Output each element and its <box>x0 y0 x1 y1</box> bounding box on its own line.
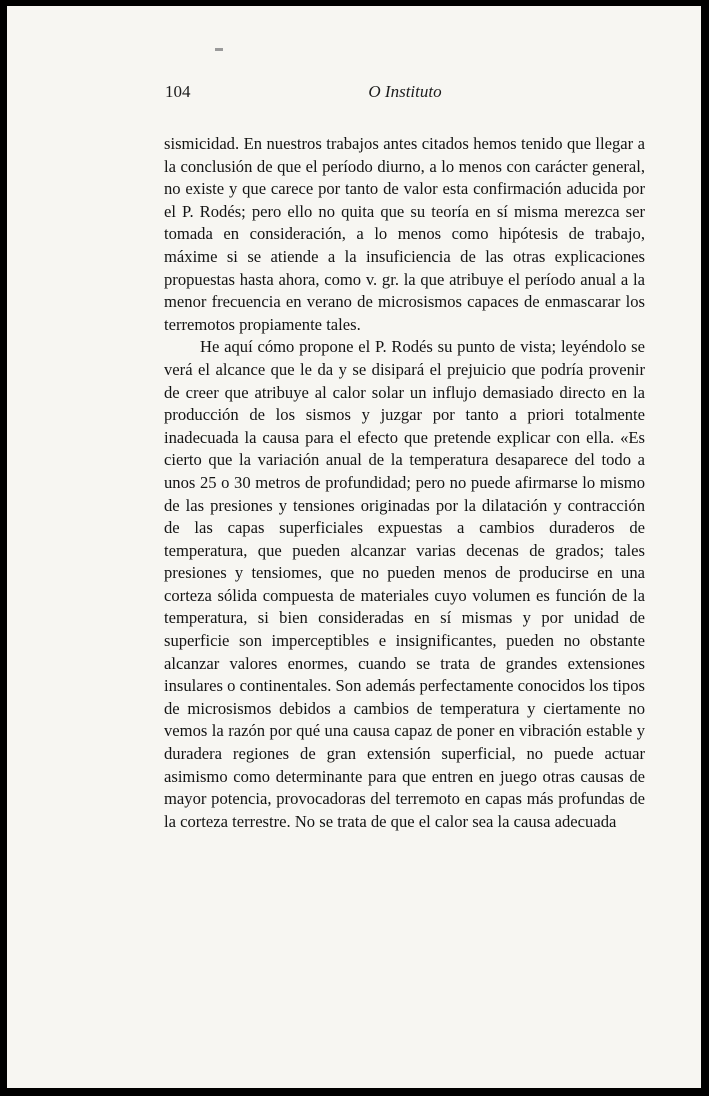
paragraph: sismicidad. En nuestros trabajos antes citados hemos tenido que llegar a la conclusión de que el período diurno, a lo menos con carácter general, no existe y que carece por tanto de valor esta confirmación aducida por el P. Rodés; pero ello no quita que su teoría en sí misma merezca ser tomada en consideración, a lo menos como hipótesis de trabajo, máxime si se atiende a la insuficiencia de las otras explicaciones propuestas hasta ahora, como v. gr. la que atribuye el período anual a la menor frecuencia en verano de microsismos capaces de enmascarar los terremotos propiamente tales. <box>164 134 645 334</box>
page-number: 104 <box>165 82 191 101</box>
page-header <box>165 82 645 106</box>
book-page <box>7 6 701 1088</box>
paragraph: He aquí cómo propone el P. Rodés su punto de vista; leyéndolo se verá el alcance que le da y se disipará el prejuicio que podría provenir de creer que atribuye al calor solar un influjo demasiado directo en la producción de los sismos y juzgar por tanto a priori totalmente inadecuada la causa para el efecto que pretende explicar con ella. «Es cierto que la variación anual de la temperatura desaparece del todo a unos 25 o 30 metros de profundidad; pero no puede afirmarse lo mismo de las presiones y tensiones originadas por la dilatación y contracción de las capas superficiales expuestas a cambios duraderos de temperatura, que pueden alcanzar varias decenas de grados; tales presiones y tensiomes, que no pueden menos de producirse en una corteza sólida compuesta de materiales cuyo volumen es función de la temperatura, si bien consideradas en sí mismas y por unidad de superficie son imperceptibles e insignificantes, pueden no obstante alcanzar valores enormes, cuando se trata de grandes extensiones insulares o continentales. Son además perfectamente conocidos los tipos de microsismos debidos a cambios de temperatura y ciertamente no vemos la razón por qué una causa capaz de poner en vibración estable y duradera regiones de gran extensión superficial, no puede actuar asimismo como determinante para que entren en juego otras causas de mayor potencia, provocadoras del terremoto en capas más profundas de la corteza terrestre. No se trata de que el calor sea la causa adecuada <box>164 337 645 831</box>
running-title: O Instituto <box>368 82 442 101</box>
body-text <box>164 133 645 833</box>
print-mark <box>215 48 223 51</box>
